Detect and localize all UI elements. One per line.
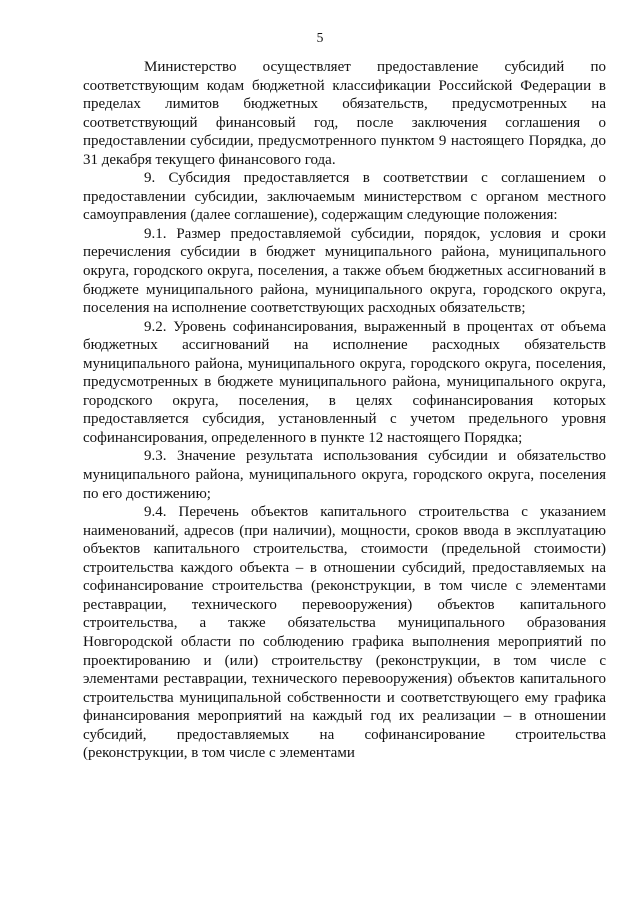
- paragraph-subsidy-provision: Министерство осуществляет предоставление субсидий по соответствующим кодам бюджетной классификации Российской Федерации в пределах лимитов бюджетных обязательств, предусмотренных на соответствующий финансовый год, после заключения соглашения о предоставлении субсидии, предусмотренного пунктом 9 настоящего Порядка, до 31 декабря текущего финансового года.: [83, 59, 606, 168]
- paragraph-9-3: 9.3. Значение результата использования субсидии и обязательство муниципального района, муниципального округа, городского округа, поселения по его достижению;: [83, 448, 606, 502]
- document-body: [83, 58, 606, 763]
- paragraph-9-2: 9.2. Уровень софинансирования, выраженный в процентах от объема бюджетных ассигнований на исполнение расходных обязательств муниципального района, муниципального округа, городского округа, поселения, предусмотренных в бюджете муниципального района, муниципального округа, городского округа, поселения, в целях софинансирования которых предоставляется субсидия, установленный с учетом предельного уровня софинансирования, определенного в пункте 12 настоящего Порядка;: [83, 318, 606, 446]
- paragraph-9-1: 9.1. Размер предоставляемой субсидии, порядок, условия и сроки перечисления субсидии в бюджет муниципального района, муниципального округа, городского округа, поселения, а также объем бюджетных ассигнований в бюджете муниципального района, муниципального округа, городского округа, поселения на исполнение соответствующих расходных обязательств;: [83, 225, 606, 317]
- page-number: 5: [316, 30, 324, 45]
- paragraph-9: 9. Субсидия предоставляется в соответствии с соглашением о предоставлении субсидии, заключаемым министерством с органом местного самоуправления (далее соглашение), содержащим следующие положения:: [83, 170, 606, 224]
- paragraph-9-4: 9.4. Перечень объектов капитального строительства с указанием наименований, адресов (при наличии), мощности, сроков ввода в эксплуатацию объектов капитального строительства, стоимости (предельной стоимости) строительства каждого объекта – в отношении субсидий, предоставляемых на софинансирование строительства (реконструкции, в том числе с элементами реставрации, технического перевооружения) объектов капитального строительства, а также обязательства муниципального образования Новгородской области по соблюдению графика выполнения мероприятий по проектированию и (или) строительству (реконструкции, в том числе с элементами реставрации, технического перевооружения) объектов капитального строительства муниципальной собственности и соответствующего ему графика финансирования мероприятий на каждый год их реализации – в отношении субсидий, предоставляемых на софинансирование строительства (реконструкции, в том числе с элементами: [83, 504, 606, 762]
